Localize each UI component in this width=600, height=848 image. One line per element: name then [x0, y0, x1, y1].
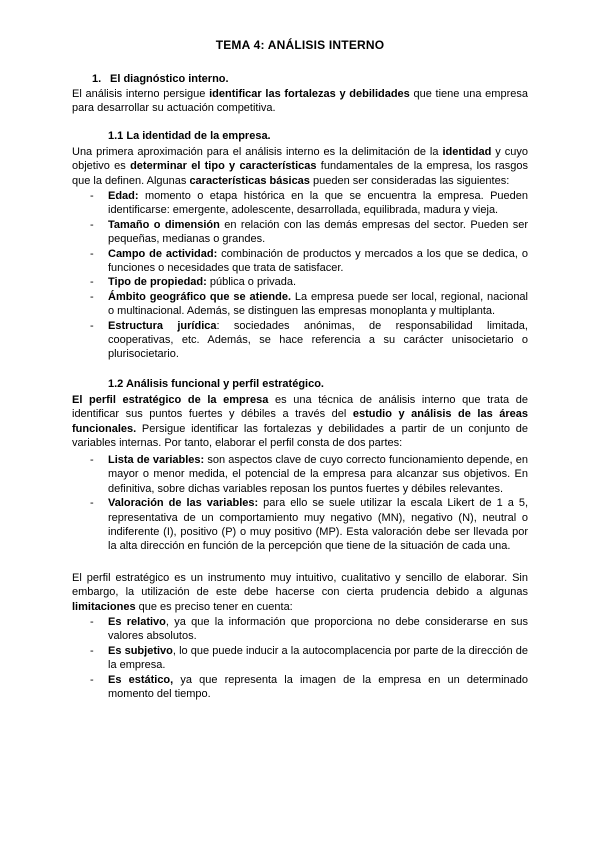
- list-item: - Edad: momento o etapa histórica en la que se encuentra la empresa. Pueden identificarse: emergente, adolescente, desarrollada, equilibrada, madura y vieja.: [90, 190, 528, 217]
- limitations-list: [72, 615, 528, 701]
- list-item: - Es subjetivo, lo que puede inducir a la autocomplacencia por parte de la dirección de la empresa.: [90, 644, 529, 672]
- list-item: - Tamaño o dimensión en relación con las demás empresas del sector. Pueden ser pequeñas, medianas o grandes.: [90, 218, 528, 246]
- list-item: - Es estático, ya que representa la imagen de la empresa en un determinado momento del tiempo.: [90, 673, 529, 701]
- section-1-paragraph: El análisis interno persigue identificar las fortalezas y debilidades que tiene una empresa para desarrollar su actuación competitiva.: [72, 88, 528, 115]
- list-item: - Ámbito geográfico que se atiende. La empresa puede ser local, regional, nacional o multinacional. Además, se distinguen las empresas monoplanta y multiplanta.: [90, 290, 528, 318]
- list-item: - Tipo de propiedad: pública o privada.: [90, 276, 297, 289]
- section-1-heading: [92, 73, 229, 85]
- list-item: - Estructura jurídica: sociedades anónimas, de responsabilidad limitada, cooperativas, etc. Además, se hace referencia a su carácter unisocietario o plurisocietario.: [90, 319, 528, 361]
- list-item: - Campo de actividad: combinación de productos y mercados a los que se dedica, o funciones o necesidades que trata de satisfacer.: [90, 247, 528, 275]
- list-item: - Valoración de las variables: para ello se suele utilizar la escala Likert de 1 a 5, representativa de un comportamiento muy negativo (MN), negativo (N), neutral o indiferente (I), positivo (P) o muy positivo (MP). Esta valoración debe ser llevada por la alta dirección en función de la percepción que tiene de la situación de cada una.: [90, 497, 528, 553]
- profile-parts-list: [72, 453, 528, 554]
- list-item: - Es relativo, ya que la información que proporciona no debe considerarse en sus valores absolutos.: [90, 616, 528, 643]
- list-item: - Lista de variables: son aspectos clave de cuyo correcto funcionamiento depende, en mayor o menor medida, el potencial de la empresa para alcanzar sus objetivos. En definitiva, sobre dichas variables reposan los puntos fuertes y débiles relevantes.: [90, 454, 528, 495]
- identity-characteristics-list: [72, 189, 528, 362]
- page-title: TEMA 4: ANÁLISIS INTERNO: [215, 38, 385, 52]
- section-1-2-heading: 1.2 Análisis funcional y perfil estratégico.: [108, 378, 324, 390]
- section-1-1-heading: 1.1 La identidad de la empresa.: [108, 130, 271, 142]
- section-1-number: 1.: [92, 73, 102, 85]
- section-1-2-paragraph: El perfil estratégico de la empresa es una técnica de análisis interno que trata de identificar sus puntos fuertes y débiles a través del estudio y análisis de las áreas funcionales. Persigue identificar las fortalezas y debilidades a partir de un conjunto de variables internas. Por tanto, elaborar el perfil consta de dos partes:: [72, 394, 528, 450]
- section-1-title: El diagnóstico interno.: [110, 73, 229, 85]
- limitations-paragraph: El perfil estratégico es un instrumento muy intuitivo, cualitativo y sencillo de elaborar. Sin embargo, la utilización de este debe hacerse con cierta prudencia debido a algunas limitaciones que es preciso tener en cuenta:: [72, 572, 528, 613]
- section-1-1-paragraph: Una primera aproximación para el análisis interno es la delimitación de la identidad y cuyo objetivo es determinar el tipo y características fundamentales de la empresa, los rasgos que la definen. Algunas características básicas pueden ser consideradas las siguientes:: [72, 146, 528, 187]
